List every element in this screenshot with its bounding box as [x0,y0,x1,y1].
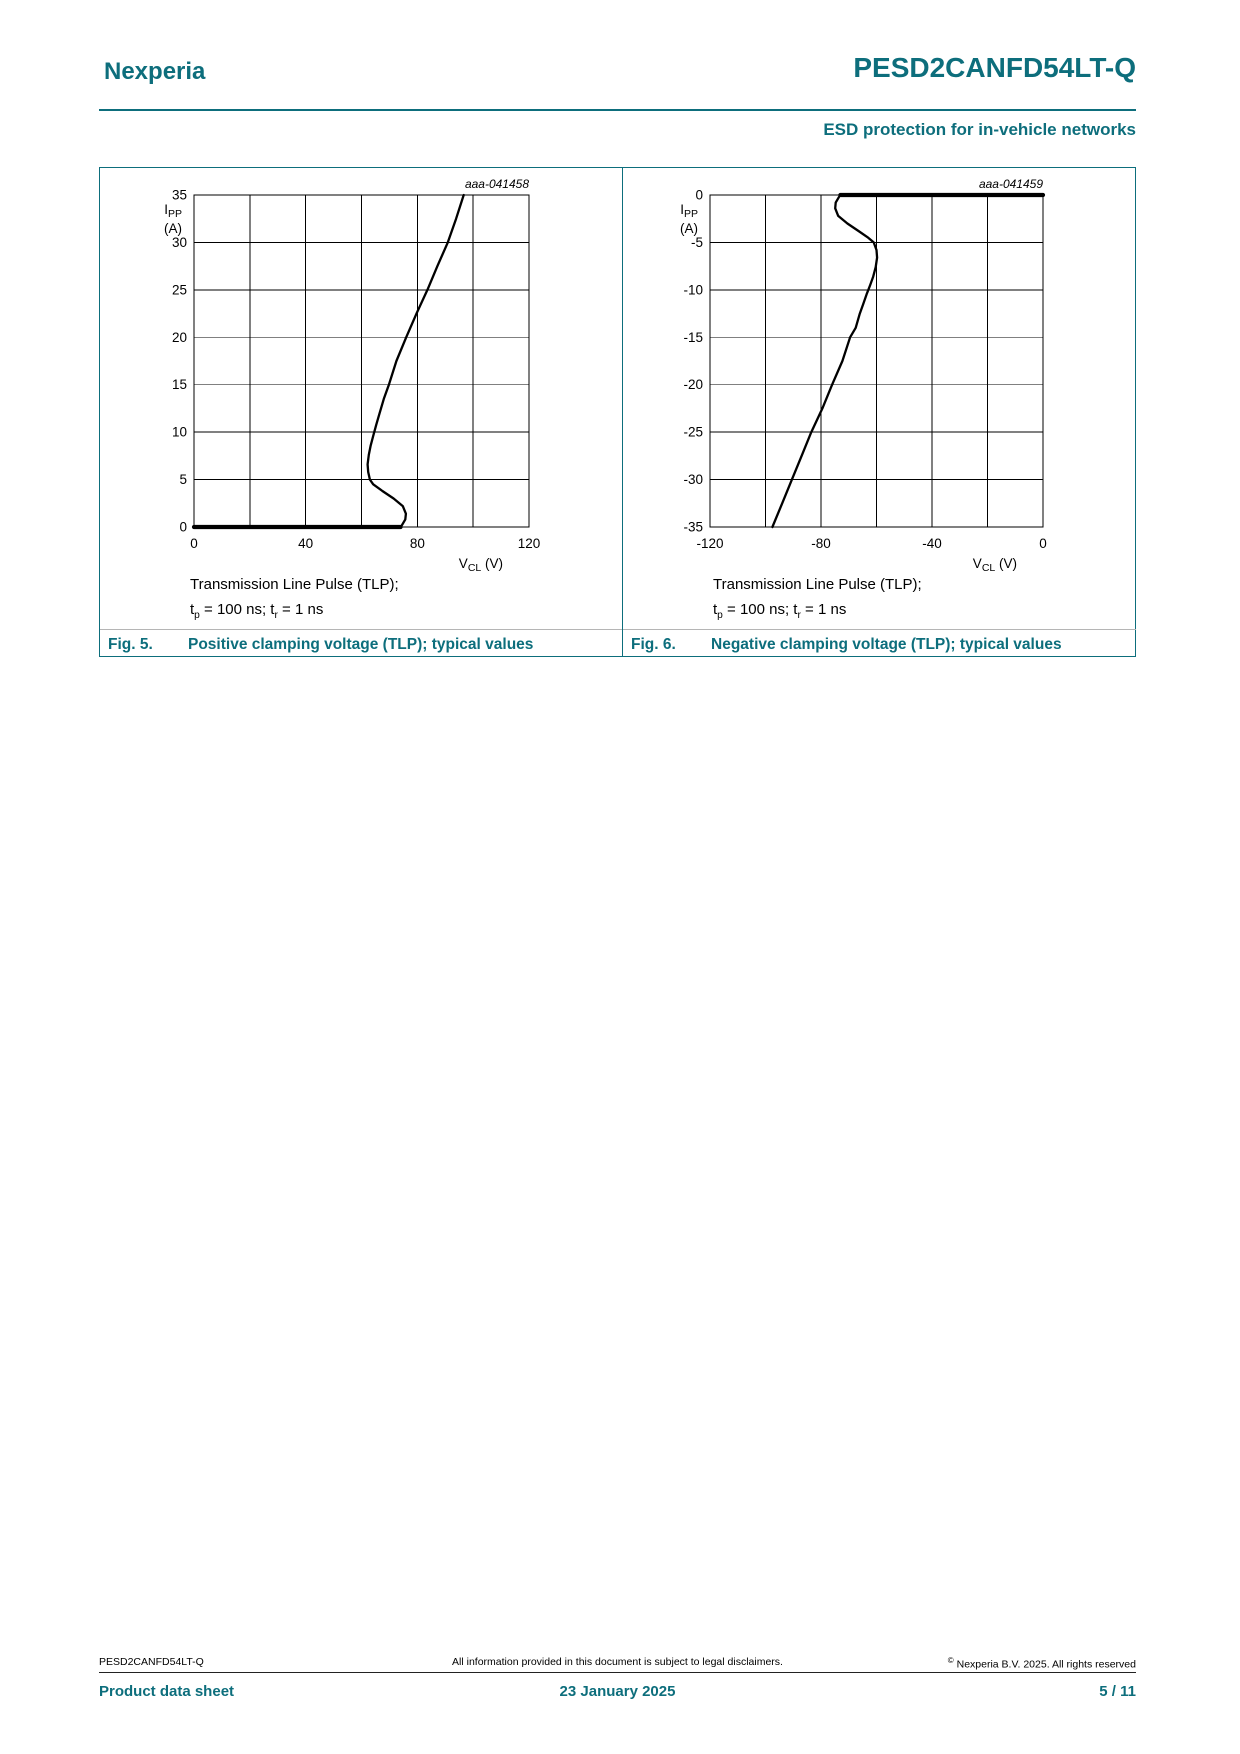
svg-text:-10: -10 [683,282,703,298]
svg-text:0: 0 [695,187,703,203]
footer-doc-id: PESD2CANFD54LT-Q [99,1656,204,1668]
svg-text:0: 0 [179,519,187,535]
svg-text:IPP: $I_{PP}$ [680,202,698,220]
figure-number-fig5: Fig. 5. [108,636,153,653]
footer-doc-type: Product data sheet [99,1683,235,1700]
svg-text:80: 80 [409,536,425,551]
svg-text:35: 35 [171,187,187,203]
footer-copyright [948,1656,1136,1671]
svg-text:-35: -35 [683,519,703,535]
figure-panel-fig6 [622,168,1136,656]
page-title: PESD2CANFD54LT-Q [853,52,1136,83]
svg-text:5: 5 [179,472,187,488]
svg-text:-80: -80 [811,536,831,551]
copyright-icon: © [947,1656,954,1665]
conditions-line2: $t_p = 100$ ns; $t_r = 1$ ns [713,601,847,621]
svg-text:25: 25 [171,282,187,298]
test-conditions-fig6 [713,572,922,628]
chart-fig5 [100,168,622,572]
svg-text:(A): (A) [164,221,182,236]
svg-text:VCL (V): $V_{CL}$ (V) [458,556,503,572]
svg-text:-40: -40 [922,536,942,551]
svg-text:0: 0 [190,536,198,551]
svg-text:-15: -15 [683,329,703,345]
svg-text:40: 40 [298,536,314,551]
svg-text:aaa-041459: aaa-041459 [978,177,1043,191]
chart-fig6 [623,168,1136,572]
svg-text:aaa-041458: aaa-041458 [464,177,529,191]
footer-main-row [99,1683,1136,1703]
svg-text:(A): (A) [680,221,698,236]
conditions-line2: $t_p = 100$ ns; $t_r = 1$ ns [190,601,324,621]
svg-text:-30: -30 [683,472,703,488]
svg-text:-20: -20 [683,377,703,393]
conditions-line1: Transmission Line Pulse (TLP); [190,576,399,593]
chart-svg-aaa-041459 [623,168,1136,572]
svg-text:120: 120 [517,536,541,551]
svg-text:15: 15 [171,377,187,393]
footer-divider [99,1672,1136,1673]
svg-text:0: 0 [1039,536,1047,551]
footer-meta-row [99,1656,1136,1670]
conditions-line1: Transmission Line Pulse (TLP); [713,576,922,593]
svg-text:-25: -25 [683,424,703,440]
figure-caption-fig5: Positive clamping voltage (TLP); typical values [188,636,534,653]
svg-text:IPP: $I_{PP}$ [164,202,182,220]
test-conditions-fig5 [190,572,399,628]
svg-text:30: 30 [171,234,187,250]
document-subtitle: ESD protection for in-vehicle networks [823,120,1136,139]
figure-caption-fig6: Negative clamping voltage (TLP); typical values [711,636,1062,653]
caption-separator [100,629,622,630]
figure-box [99,167,1136,657]
header-divider [99,109,1136,111]
caption-separator [623,629,1136,630]
svg-text:20: 20 [171,329,187,345]
figure-number-fig6: Fig. 6. [631,636,676,653]
brand-logo-text: Nexperia [104,58,206,85]
svg-text:VCL (V): $V_{CL}$ (V) [972,556,1017,572]
copyright-text: Nexperia B.V. 2025. All rights reserved [956,1658,1136,1671]
footer-disclaimer: All information provided in this document is subject to legal disclaimers. [452,1656,783,1668]
svg-text:-5: -5 [690,234,703,250]
svg-text:-120: -120 [696,536,724,551]
footer-page-number: 5 / 11 [1099,1683,1136,1700]
chart-svg-aaa-041458 [100,168,622,572]
footer-date: 23 January 2025 [559,1683,676,1700]
figure-panel-fig5 [100,168,622,656]
svg-text:10: 10 [171,424,187,440]
